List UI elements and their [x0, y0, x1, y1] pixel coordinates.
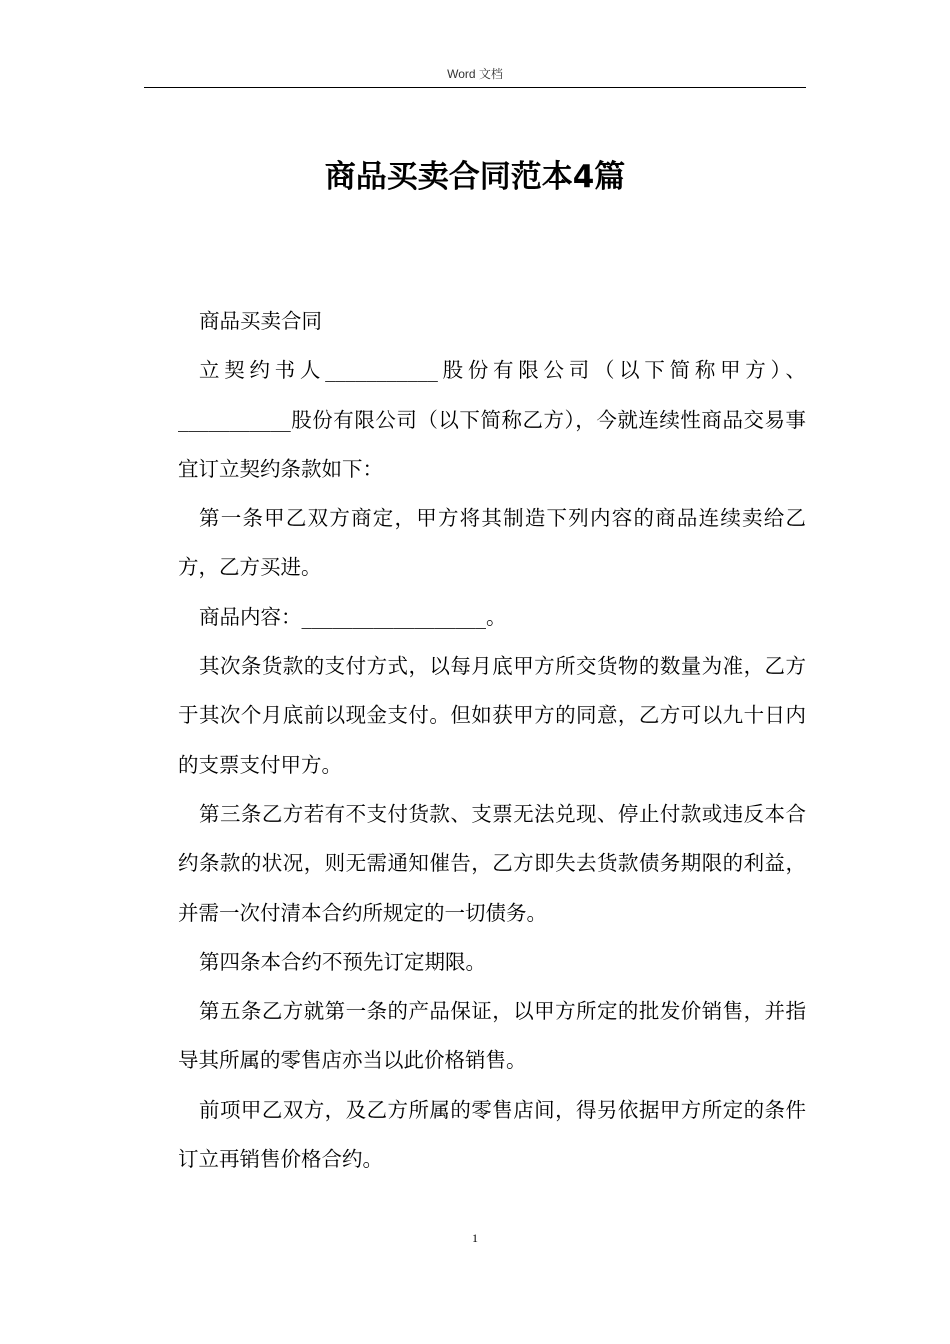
header-divider [144, 87, 806, 88]
paragraph-article-4: 第四条本合约不预先订定期限。 [199, 949, 486, 974]
paragraph-article-2: 其次条货款的支付方式，以每月底甲方所交货物的数量为准，乙方于其次个月底前以现金支付。但如获甲方的同意，乙方可以九十日内的支票支付甲方。 [178, 654, 806, 777]
paragraph-parties: 立契约书人___________股份有限公司（以下简称甲方）、___________股份有限公司（以下简称乙方），今就连续性商品交易事宜订立契约条款如下： [178, 358, 806, 481]
paragraph-article-5: 第五条乙方就第一条的产品保证，以甲方所定的批发价销售，并指导其所属的零售店亦当以此价格销售。 [178, 999, 806, 1073]
paragraph-article-3: 第三条乙方若有不支付货款、支票无法兑现、停止付款或违反本合约条款的状况，则无需通知催告，乙方即失去货款债务期限的利益，并需一次付清本合约所规定的一切债务。 [178, 801, 806, 925]
paragraph-goods-content: 商品内容：__________________。 [199, 604, 507, 629]
paragraph-article-1: 第一条甲乙双方商定，甲方将其制造下列内容的商品连续卖给乙方，乙方买进。 [178, 506, 806, 580]
page-header: Word 文档 [447, 67, 503, 81]
document-title: 商品买卖合同范本4篇 [324, 159, 626, 195]
paragraph-heading: 商品买卖合同 [199, 309, 322, 333]
paragraph-article-5-note: 前项甲乙双方，及乙方所属的零售店间，得另依据甲方所定的条件订立再销售价格合约。 [178, 1097, 806, 1172]
document-body [178, 297, 806, 1184]
page-number: 1 [472, 1231, 478, 1245]
